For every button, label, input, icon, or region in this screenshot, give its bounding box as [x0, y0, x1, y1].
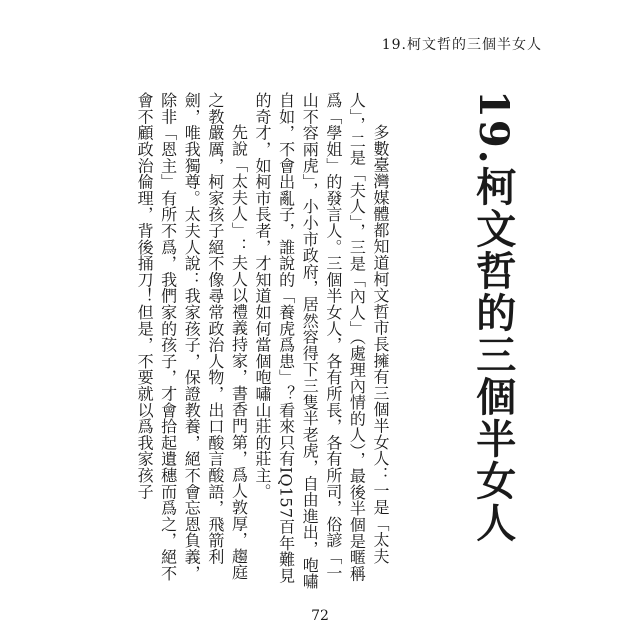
- chapter-title: 19.柯文哲的三個半女人: [469, 90, 517, 544]
- running-head: 19.柯文哲的三個半女人: [381, 37, 542, 53]
- paragraph-1: 多數臺灣媒體都知道柯文哲市長擁有三個半女人：一是「太夫人」，二是「夫人」，三是「內人」（處理內情的人），最後半個是暱稱爲「學姐」的發言人。三個半女人，各有所長，各有所司，俗諺「一山不容兩虎」，小小市政府，居然容得下三隻半老虎，自由進出，咆嘯自如，不會出亂子，誰說的「養虎爲患」？看來只有IQ157百年難見的奇才，如柯市長者，才知道如何當個咆嘯山莊的莊主。: [253, 92, 390, 590]
- body-text: [135, 92, 392, 592]
- page-number: 72: [311, 608, 329, 624]
- paragraph-2: 先說「太夫人」：夫人以禮義持家，書香門第，爲人敦厚，趨庭之教嚴厲，柯家孩子絕不像尋常政治人物，出口酸言酸語，飛箭利劍，唯我獨尊。太夫人說：我家孩子，保證教養，絕不會忘恩負義，除非「恩主」有所不爲，我們家的孩子，才會拾起遺穗而爲之，絕不會不顧政治倫理，背後捅刀！但是，不要就以爲我家孩子: [135, 92, 249, 581]
